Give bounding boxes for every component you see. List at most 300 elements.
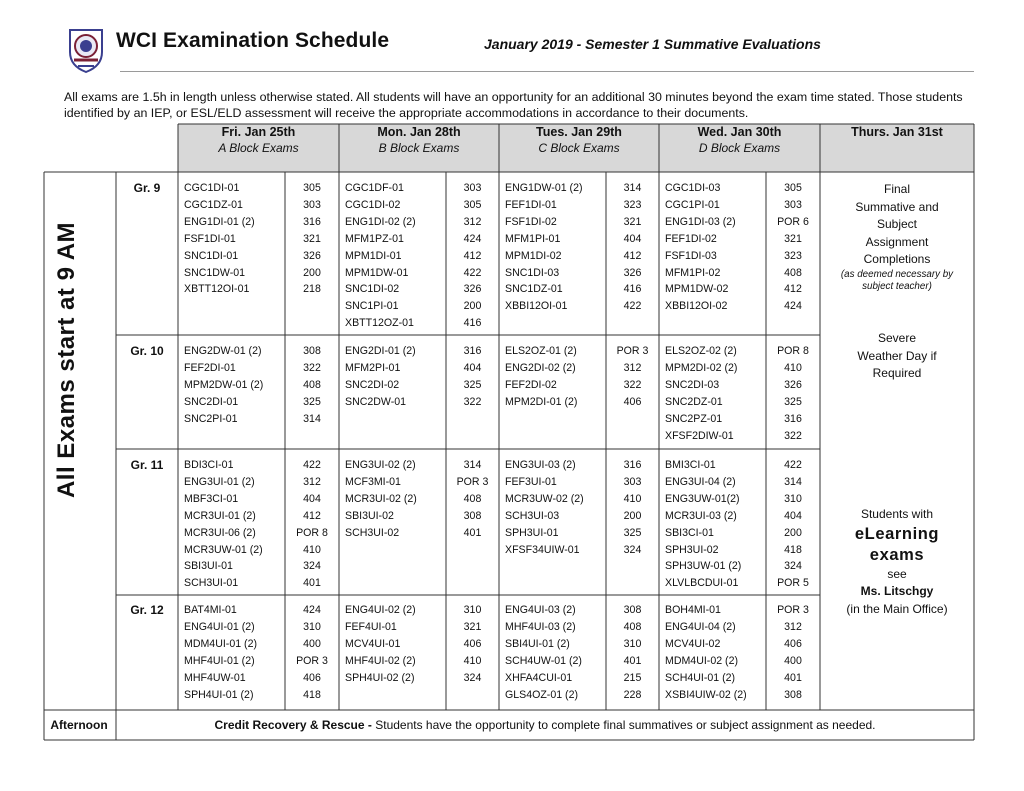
course-code: SBI3UI-01: [184, 560, 233, 573]
room-number: 310: [463, 604, 482, 616]
exam-entry: [345, 619, 499, 636]
day-header-tue: Tues. Jan 29th C Block Exams: [536, 125, 622, 155]
exam-entry: [505, 360, 659, 377]
exam-entry: [345, 197, 499, 214]
exam-entry: [665, 298, 820, 315]
exam-entry: [184, 670, 339, 687]
room-number: 400: [303, 637, 321, 650]
exam-entry: [665, 377, 820, 394]
exam-entry: [184, 231, 339, 248]
exam-entry: [505, 474, 659, 491]
exam-entry: [505, 394, 659, 411]
exam-entry: [345, 281, 499, 298]
room-number: 312: [784, 620, 802, 633]
course-code: ENG1DI-01 (2): [184, 215, 255, 228]
course-code: BOH4MI-01: [665, 604, 721, 616]
exam-entry: [184, 619, 339, 636]
exam-entry: [184, 214, 339, 231]
room-number: 312: [463, 215, 482, 228]
course-code: CGC1PI-01: [665, 198, 720, 211]
exam-entry: [345, 636, 499, 653]
room-number: 404: [784, 509, 802, 522]
room-number: 312: [623, 361, 642, 374]
course-code: MPM1DI-01: [345, 249, 402, 262]
course-code: ENG4UI-02 (2): [345, 604, 416, 616]
exam-entry: [505, 377, 659, 394]
exam-entry: [665, 491, 820, 508]
room-number: 418: [784, 543, 802, 556]
exam-entry: [665, 525, 820, 542]
room-number: 422: [784, 459, 802, 471]
course-code: ENG3UI-02 (2): [345, 459, 416, 471]
course-code: MBF3CI-01: [184, 492, 239, 505]
day-header-mon: Mon. Jan 28th B Block Exams: [377, 125, 461, 155]
exam-entry: [505, 670, 659, 687]
exam-entry: [184, 265, 339, 282]
room-number: 200: [303, 266, 321, 279]
course-code: XHFA4CUI-01: [505, 671, 573, 684]
exam-entry: [184, 542, 339, 559]
exam-entry: [665, 508, 820, 525]
exam-entry: [184, 394, 339, 411]
course-code: SNC1DI-03: [505, 266, 560, 279]
exam-cell: [665, 602, 820, 703]
room-number: 404: [303, 492, 321, 505]
exam-entry: [505, 457, 659, 474]
afternoon-label: Afternoon: [50, 718, 108, 732]
course-code: ELS2OZ-02 (2): [665, 345, 737, 357]
course-code: FEF2DI-01: [184, 361, 236, 374]
course-code: XBTT12OZ-01: [345, 317, 414, 330]
room-number: 321: [303, 232, 321, 245]
exam-entry: [505, 298, 659, 315]
room-number: 305: [303, 182, 321, 194]
course-code: XBBI12OI-01: [505, 300, 568, 313]
course-code: FEF2DI-02: [505, 378, 557, 391]
course-code: CGC1DF-01: [345, 182, 404, 194]
exam-cell: [345, 343, 499, 411]
course-code: SNC2PI-01: [184, 412, 238, 425]
room-number: 321: [463, 620, 482, 633]
exam-entry: [184, 491, 339, 508]
exam-entry: [345, 602, 499, 619]
exam-entry: [184, 558, 339, 575]
room-number: POR 3: [456, 475, 489, 488]
room-number: 406: [303, 671, 321, 684]
room-number: 310: [303, 620, 321, 633]
room-number: 303: [463, 182, 482, 194]
course-code: ELS2OZ-01 (2): [505, 345, 577, 357]
room-number: 326: [463, 283, 482, 296]
exam-entry: [345, 343, 499, 360]
room-number: 303: [623, 475, 642, 488]
room-number: 422: [303, 459, 321, 471]
exam-entry: [184, 377, 339, 394]
room-number: 200: [463, 300, 482, 313]
exam-entry: [505, 265, 659, 282]
room-number: 322: [303, 361, 321, 374]
room-number: 325: [303, 395, 321, 408]
exam-entry: [665, 670, 820, 687]
room-number: 416: [463, 317, 482, 330]
exam-cell: [184, 602, 339, 703]
course-code: SCH4UI-01 (2): [665, 671, 736, 684]
course-code: FSF1DI-03: [665, 249, 717, 262]
exam-entry: [505, 653, 659, 670]
exam-entry: [345, 394, 499, 411]
room-number: 326: [784, 378, 802, 391]
exam-entry: [505, 619, 659, 636]
room-number: 310: [784, 492, 802, 505]
room-number: 404: [623, 232, 642, 245]
room-number: 412: [623, 249, 642, 262]
exam-entry: [184, 248, 339, 265]
course-code: XSBI4UIW-02 (2): [665, 688, 747, 701]
exam-entry: [505, 491, 659, 508]
course-code: SPH4UI-02 (2): [345, 671, 415, 684]
exam-entry: [665, 474, 820, 491]
course-code: ENG3UI-03 (2): [505, 459, 576, 471]
exam-entry: [665, 687, 820, 704]
room-number: 412: [303, 509, 321, 522]
room-number: 305: [784, 182, 802, 194]
room-number: 314: [784, 475, 802, 488]
course-code: MFM1PI-02: [665, 266, 721, 279]
exam-entry: [665, 619, 820, 636]
course-code: MHF4UI-02 (2): [345, 654, 416, 667]
exam-cell: [505, 602, 659, 703]
course-code: MPM2DI-02 (2): [665, 361, 738, 374]
room-number: 406: [463, 637, 482, 650]
room-number: 308: [303, 345, 321, 357]
exam-entry: [665, 636, 820, 653]
course-code: SCH3UI-01: [184, 577, 239, 590]
exam-entry: [184, 575, 339, 592]
page-title: WCI Examination Schedule: [116, 29, 390, 52]
room-number: 324: [463, 671, 482, 684]
exam-cell: [505, 180, 659, 315]
thursday-completions: Final Summative and Subject Assignment Completions (as deemed necessary by subject teacher): [840, 182, 954, 292]
room-number: POR 6: [777, 215, 809, 228]
course-code: FSF1DI-01: [184, 232, 236, 245]
exam-entry: [345, 315, 499, 332]
course-code: SNC1DW-01: [184, 266, 246, 279]
exam-entry: [665, 542, 820, 559]
room-number: 314: [623, 182, 642, 194]
exam-entry: [184, 687, 339, 704]
course-code: SNC1DZ-01: [505, 283, 563, 296]
room-number: 314: [463, 459, 482, 471]
exam-entry: [665, 457, 820, 474]
course-code: XLVLBCDUI-01: [665, 577, 739, 590]
room-number: 424: [784, 300, 802, 313]
course-code: ENG3UW-01(2): [665, 492, 740, 505]
exam-entry: [345, 248, 499, 265]
room-number: 422: [623, 300, 642, 313]
exam-entry: [345, 265, 499, 282]
room-number: 408: [463, 492, 482, 505]
exam-entry: [184, 411, 339, 428]
course-code: CGC1DZ-01: [184, 198, 243, 211]
room-number: 424: [303, 604, 321, 616]
exam-entry: [665, 602, 820, 619]
course-code: SCH3UI-02: [345, 526, 400, 539]
course-code: MPM2DI-01 (2): [505, 395, 578, 408]
room-number: 410: [463, 654, 482, 667]
room-number: POR 3: [616, 345, 649, 357]
grade-label-9: Gr. 9: [133, 181, 161, 195]
room-number: 326: [303, 249, 321, 262]
room-number: 412: [784, 283, 802, 296]
exam-cell: [505, 343, 659, 411]
exam-entry: [184, 343, 339, 360]
room-number: POR 3: [296, 654, 328, 667]
exam-entry: [184, 508, 339, 525]
course-code: MCF3MI-01: [345, 475, 401, 488]
room-number: 325: [463, 378, 482, 391]
room-number: 406: [784, 637, 802, 650]
exam-entry: [505, 281, 659, 298]
exam-entry: [665, 231, 820, 248]
exam-cell: [184, 343, 339, 428]
course-code: SNC2PZ-01: [665, 412, 723, 425]
room-number: 200: [623, 509, 642, 522]
course-code: ENG1DW-01 (2): [505, 182, 583, 194]
exam-entry: [184, 360, 339, 377]
exam-entry: [505, 248, 659, 265]
course-code: FEF1DI-02: [665, 232, 717, 245]
course-code: MCR3UW-02 (2): [505, 492, 584, 505]
exam-cell: [665, 457, 820, 592]
exam-cell: [665, 343, 820, 444]
room-number: 401: [303, 577, 321, 590]
course-code: SCH4UW-01 (2): [505, 654, 582, 667]
course-code: BAT4MI-01: [184, 604, 237, 616]
room-number: 314: [303, 412, 321, 425]
room-number: 324: [623, 543, 642, 556]
exam-entry: [345, 491, 499, 508]
room-number: 316: [623, 459, 642, 471]
course-code: MFM2PI-01: [345, 361, 401, 374]
exam-entry: [665, 248, 820, 265]
exam-cell: [184, 457, 339, 592]
room-number: 401: [463, 526, 482, 539]
room-number: 305: [463, 198, 482, 211]
exam-entry: [505, 214, 659, 231]
room-number: 316: [784, 412, 802, 425]
room-number: 324: [303, 560, 321, 573]
course-code: ENG2DW-01 (2): [184, 345, 262, 357]
room-number: 408: [623, 620, 642, 633]
exam-entry: [345, 508, 499, 525]
course-code: MDM4UI-01 (2): [184, 637, 257, 650]
course-code: ENG2DI-02 (2): [505, 361, 576, 374]
exam-entry: [665, 265, 820, 282]
course-code: SBI4UI-01 (2): [505, 637, 570, 650]
course-code: ENG1DI-02 (2): [345, 215, 416, 228]
course-code: MCV4UI-02: [665, 637, 721, 650]
room-number: 312: [303, 475, 321, 488]
grade-label-12: Gr. 12: [130, 603, 164, 617]
room-number: POR 8: [777, 345, 809, 357]
course-code: MFM1PZ-01: [345, 232, 404, 245]
room-number: 308: [784, 688, 802, 701]
room-number: 404: [463, 361, 482, 374]
course-code: SPH3UI-02: [665, 543, 719, 556]
exam-entry: [505, 197, 659, 214]
exam-entry: [665, 214, 820, 231]
course-code: SBI3CI-01: [665, 526, 714, 539]
course-code: SBI3UI-02: [345, 509, 394, 522]
course-code: FEF3UI-01: [505, 475, 557, 488]
intro-paragraph: All exams are 1.5h in length unless otherwise stated. All students will have an opportunity for an additional 30 minutes beyond the exam time stated. Those students identified by an IEP, or ESL/ELD assessment will receive the appropriate accommodations in accordance to their documents.: [64, 90, 963, 120]
room-number: 316: [303, 215, 321, 228]
room-number: 322: [463, 395, 482, 408]
exam-entry: [345, 377, 499, 394]
exam-entry: [345, 298, 499, 315]
afternoon-message: Credit Recovery & Rescue - Students have the opportunity to complete final summatives or subject assignment as needed.: [214, 718, 876, 732]
exam-entry: [665, 411, 820, 428]
exam-entry: [665, 360, 820, 377]
room-number: POR 8: [296, 526, 328, 539]
course-code: MCR3UI-02 (2): [345, 492, 417, 505]
course-code: MPM1DI-02: [505, 249, 562, 262]
course-code: ENG1DI-03 (2): [665, 215, 736, 228]
course-code: SNC2DI-02: [345, 378, 400, 391]
exam-entry: [184, 525, 339, 542]
exam-entry: [505, 636, 659, 653]
room-number: 326: [623, 266, 642, 279]
course-code: SNC1PI-01: [345, 300, 399, 313]
course-code: MHF4UI-01 (2): [184, 654, 255, 667]
room-number: 418: [303, 688, 321, 701]
course-code: BDI3CI-01: [184, 459, 234, 471]
course-code: MPM2DW-01 (2): [184, 378, 264, 391]
exam-cell: [505, 457, 659, 558]
thursday-weather-note: Severe Weather Day if Required: [857, 331, 937, 380]
course-code: SNC2DI-01: [184, 395, 239, 408]
exam-entry: [505, 343, 659, 360]
exam-entry: [665, 197, 820, 214]
exam-entry: [505, 542, 659, 559]
side-label: All Exams start at 9 AM: [53, 221, 80, 499]
day-header-fri: Fri. Jan 25th A Block Exams: [218, 125, 299, 155]
room-number: 408: [303, 378, 321, 391]
exam-entry: [505, 687, 659, 704]
room-number: 424: [463, 232, 482, 245]
course-code: MCV4UI-01: [345, 637, 401, 650]
thursday-elearning-note: Students with eLearning exams see Ms. Litschgy (in the Main Office): [846, 507, 948, 616]
course-code: ENG3UI-04 (2): [665, 475, 736, 488]
course-code: ENG4UI-04 (2): [665, 620, 736, 633]
exam-entry: [184, 653, 339, 670]
course-code: SPH4UI-01 (2): [184, 688, 254, 701]
exam-entry: [184, 602, 339, 619]
room-number: 308: [463, 509, 482, 522]
course-code: MPM1DW-02: [665, 283, 729, 296]
page-subtitle: January 2019 - Semester 1 Summative Evaluations: [484, 36, 821, 52]
exam-entry: [505, 525, 659, 542]
course-code: FSF1DI-02: [505, 215, 557, 228]
room-number: 401: [623, 654, 642, 667]
exam-entry: [184, 197, 339, 214]
course-code: SPH3UI-01: [505, 526, 559, 539]
course-code: MFM1PI-01: [505, 232, 561, 245]
course-code: ENG4UI-01 (2): [184, 620, 255, 633]
exam-entry: [345, 214, 499, 231]
course-code: ENG4UI-03 (2): [505, 604, 576, 616]
exam-entry: [505, 231, 659, 248]
room-number: 410: [623, 492, 642, 505]
course-code: MCR3UI-03 (2): [665, 509, 737, 522]
room-number: 324: [784, 560, 802, 573]
course-code: FEF4UI-01: [345, 620, 397, 633]
room-number: 416: [623, 283, 642, 296]
course-code: MCR3UI-01 (2): [184, 509, 256, 522]
exam-entry: [345, 180, 499, 197]
room-number: 303: [784, 198, 802, 211]
exam-entry: [184, 180, 339, 197]
course-code: XBTT12OI-01: [184, 283, 250, 296]
exam-entry: [505, 602, 659, 619]
room-number: 412: [463, 249, 482, 262]
course-code: GLS4OZ-01 (2): [505, 688, 579, 701]
room-number: 422: [463, 266, 482, 279]
exam-cell: [184, 180, 339, 298]
room-number: 218: [303, 283, 321, 296]
course-code: SPH3UW-01 (2): [665, 560, 742, 573]
room-number: 321: [784, 232, 802, 245]
room-number: 410: [784, 361, 802, 374]
room-number: 323: [784, 249, 802, 262]
course-code: SNC1DI-02: [345, 283, 400, 296]
course-code: SNC2DW-01: [345, 395, 407, 408]
room-number: 308: [623, 604, 642, 616]
room-number: 323: [623, 198, 642, 211]
room-number: 322: [623, 378, 642, 391]
exam-entry: [665, 558, 820, 575]
exam-entry: [505, 180, 659, 197]
room-number: 215: [623, 671, 642, 684]
course-code: MHF4UI-03 (2): [505, 620, 576, 633]
room-number: 406: [623, 395, 642, 408]
course-code: MPM1DW-01: [345, 266, 409, 279]
room-number: 303: [303, 198, 321, 211]
room-number: 400: [784, 654, 802, 667]
room-number: 200: [784, 526, 802, 539]
exam-entry: [665, 575, 820, 592]
room-number: POR 3: [777, 604, 809, 616]
course-code: MDM4UI-02 (2): [665, 654, 738, 667]
exam-entry: [345, 474, 499, 491]
exam-cell: [665, 180, 820, 315]
exam-entry: [665, 653, 820, 670]
exam-entry: [665, 343, 820, 360]
course-code: XBBI12OI-02: [665, 300, 728, 313]
exam-entry: [184, 636, 339, 653]
exam-entry: [665, 394, 820, 411]
room-number: 316: [463, 345, 482, 357]
exam-entry: [184, 457, 339, 474]
room-number: 410: [303, 543, 321, 556]
exam-cell: [345, 457, 499, 542]
course-code: CGC1DI-01: [184, 182, 240, 194]
course-code: SNC2DI-03: [665, 378, 720, 391]
exam-entry: [665, 281, 820, 298]
course-code: CGC1DI-03: [665, 182, 721, 194]
course-code: XFSF2DIW-01: [665, 429, 734, 442]
room-number: 228: [623, 688, 642, 701]
